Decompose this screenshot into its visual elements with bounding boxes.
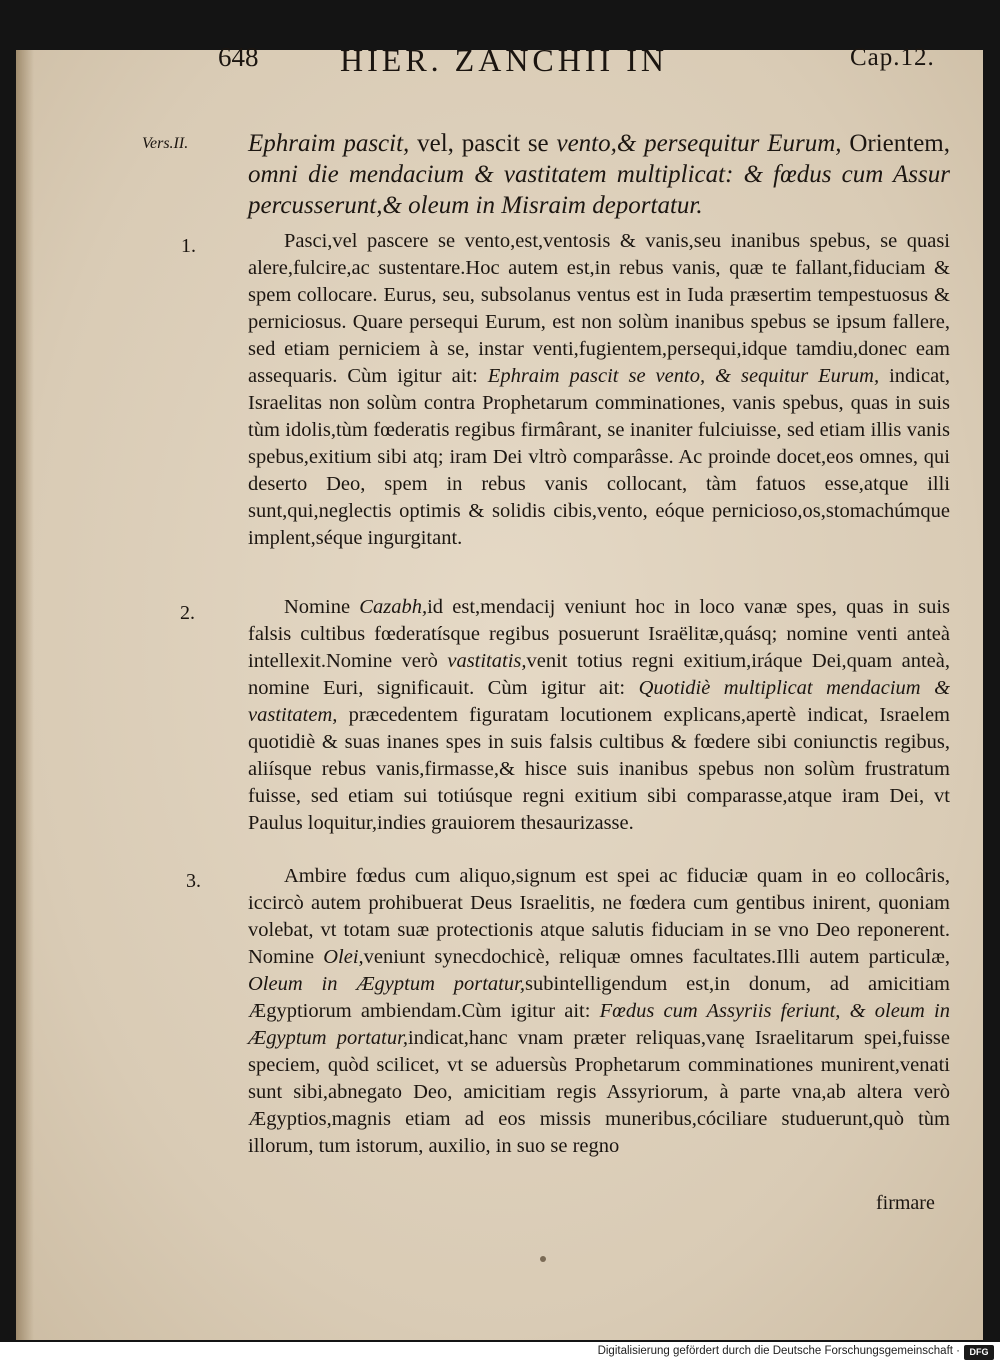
footer-credit: Digitalisierung gefördert durch die Deutsche Forschungsgemeinschaft ·	[597, 1345, 960, 1357]
para1-text-1: Pasci,vel pascere se vento,est,ventosis & vanis,seu inanibus spebus, se quasi alere,fulcire,ac sustentare.Hoc autem est,in rebus vanis, quæ te fallant,fiduciam & spem collocare. Eurus, seu, subsolanus ventus est in Iuda præsertim tempestuosus & perniciosus. Quare persequi Eurum, est non solùm inanibus spebus se ipsum fallere, sed etiam perniciem à se, instar venti,fugientem,persequi,idque tamdiu,donec eam assequaris. Cùm igitur ait:	[248, 230, 950, 387]
para1-text-2: indicat, Israelitas non solùm contra Prophetarum comminationes, vanis spebus, quas in suis tùm idolis,tùm fœderatis regibus firmârant, se inaniter fulciuisse, sed etiam illis vanis spebus,exitium sibi atq; iram Dei vltrò comparâsse. Ac proinde docet,eos omnes, qui deserto Deo, spem in rebus vanis collocant, tàm fatuos esse,atque illi sunt,qui,neglectis optimis & solidis cibis,vento, eóque pernicioso,os,stomachúmque implent,séque ingurgitant.	[248, 365, 950, 549]
para3-text-4: indicat,hanc vnam præter reliquas,vanę Israelitarum spei,fuisse speciem, quòd scilicet, vt se aduersùs Prophetarum comminationes munirent,venati sunt sibi,abnegato Deo, amicitiam regis Assyriorum, à parte vna,ab altera verò Ægyptios,magnis etiam ad eos missis muneribus,cóciliare studuerunt,quò tùm illorum, tum istorum, auxilio, in suo se regno	[248, 1027, 951, 1157]
chapter-reference: Cap.12.	[850, 44, 935, 71]
ink-mark	[540, 1256, 546, 1262]
para2-text-1: Nomine	[284, 596, 360, 618]
running-head: HIER. ZANCHII IN	[340, 42, 668, 78]
commentary-paragraph-1	[248, 228, 950, 552]
page-number: 648	[218, 42, 259, 72]
paragraph-number-3: 3.	[186, 870, 201, 892]
verse-part-2: vel, pascit se	[409, 130, 557, 157]
commentary-paragraph-2	[248, 594, 950, 837]
page-gutter-shadow	[16, 50, 34, 1340]
verse-part-4: Orientem,	[841, 130, 950, 157]
para3-text-3: subintelligendum est,in donum, ad amicitiam Ægyptiorum ambiendam.Cùm igitur ait:	[248, 973, 950, 1022]
catchword: firmare	[876, 1192, 935, 1214]
para3-term-1: Olei,	[323, 946, 364, 968]
para1-quote: Ephraim pascit se vento, & sequitur Eurum,	[487, 365, 880, 387]
para2-quote: Quotidiè multiplicat mendacium & vastitatem,	[248, 677, 951, 726]
verse-margin-label: Vers.II.	[142, 135, 189, 152]
para3-quote-1: Oleum in Ægyptum portatur,	[248, 973, 525, 995]
bible-verse-text	[248, 128, 950, 221]
para3-text-2: veniunt synecdochicè, reliquæ omnes facultates.Illi autem particulæ,	[363, 946, 950, 968]
para2-term-1: Cazabh,	[359, 596, 428, 618]
digitization-footer	[0, 1342, 1000, 1364]
para2-term-2: vastitatis,	[447, 650, 527, 672]
commentary-paragraph-3	[248, 863, 950, 1160]
verse-part-3: vento,& persequitur Eurum,	[556, 130, 842, 157]
para2-text-3: venit totius regni exitium,iráque Dei,quam anteà, nomine Euri, significauit. Cùm igitur ait:	[248, 650, 950, 699]
para2-text-2: id est,mendacij veniunt hoc in loco vanæ spes, quas in suis falsis cultibus fœderatísque regibus posuerunt Israëlitæ,quásq; nomine venti anteà intellexit.Nomine verò	[248, 596, 950, 672]
paragraph-number-2: 2.	[180, 602, 195, 624]
verse-part-1: Ephraim pascit,	[248, 130, 410, 157]
dfg-logo-icon: DFG	[964, 1345, 994, 1360]
verse-part-5: omni die mendacium & vastitatem multiplicat: & fœdus cum Assur percusserunt,& oleum in Misraim deportatur.	[248, 161, 950, 219]
para2-text-4: præcedentem figuratam locutionem explicans,apertè indicat, Israelem quotidiè & suas inanes spes in suis falsis cultibus & fœdere sibi coniunctis regibus, aliísque rebus vanis,firmasse,& hisce suis inanibus spebus non solùm frustratum fuisse, sed etiam sui totiúsque regni exitium sibi comparasse,atque iram Dei, vt Paulus loquitur,indies grauiorem thesaurizasse.	[248, 704, 950, 834]
para3-text-1: Ambire fœdus cum aliquo,signum est spei ac fiduciæ quam in eo collocâris, iccircò autem prohibuerat Deus Israelitis, ne fœdera cum gentibus inirent, quoniam volebat, vt totam suæ protectionis atque salutis fiduciam in se vno Deo reponerent. Nomine	[248, 865, 950, 968]
page-header	[200, 42, 960, 82]
paragraph-number-1: 1.	[181, 235, 196, 257]
para3-quote-2: Fœdus cum Assyriis feriunt, & oleum in Ægyptum portatur,	[248, 1000, 950, 1049]
